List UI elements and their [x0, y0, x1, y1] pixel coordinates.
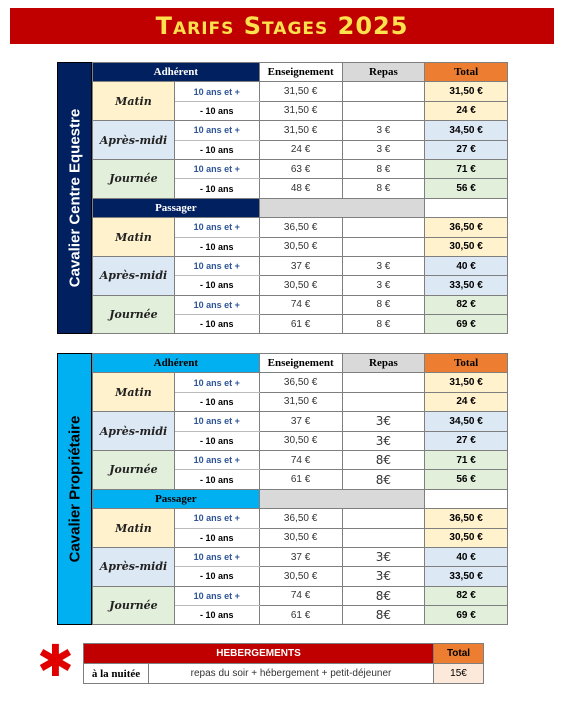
total-value: 31,50 €	[425, 373, 508, 392]
tariff-table	[92, 62, 508, 334]
tariff-block	[57, 353, 508, 625]
repas-value	[342, 101, 425, 120]
asterisk-icon: ✱	[37, 636, 74, 687]
column-header-repas: Repas	[342, 63, 425, 82]
enseignement-value: 37 €	[259, 412, 342, 431]
enseignement-value: 30,50 €	[259, 237, 342, 256]
enseignement-value: 74 €	[259, 586, 342, 605]
total-value: 27 €	[425, 431, 508, 450]
total-value: 69 €	[425, 606, 508, 625]
period-label: Journée	[93, 295, 175, 334]
repas-value: 3 €	[342, 256, 425, 275]
passager-header-blank	[425, 198, 508, 217]
repas-value	[342, 509, 425, 528]
enseignement-value: 30,50 €	[259, 567, 342, 586]
repas-value: 3 €	[342, 276, 425, 295]
enseignement-value: 74 €	[259, 450, 342, 469]
age-label: 10 ans et +	[174, 586, 259, 605]
enseignement-value: 61 €	[259, 470, 342, 489]
repas-value	[342, 237, 425, 256]
table-row	[93, 547, 508, 566]
table-row	[93, 256, 508, 275]
repas-value	[342, 528, 425, 547]
table-row	[93, 82, 508, 101]
age-label: 10 ans et +	[174, 295, 259, 314]
hebergement-description: repas du soir + hébergement + petit-déjeuner	[149, 664, 434, 684]
total-value: 30,50 €	[425, 237, 508, 256]
age-label: 10 ans et +	[174, 82, 259, 101]
repas-value: 3 €	[342, 121, 425, 140]
total-value: 31,50 €	[425, 82, 508, 101]
repas-value	[342, 392, 425, 411]
age-label: 10 ans et +	[174, 159, 259, 178]
age-label: 10 ans et +	[174, 547, 259, 566]
age-label: 10 ans et +	[174, 218, 259, 237]
table-row	[93, 373, 508, 392]
passager-header: Passager	[93, 198, 260, 217]
repas-value: 3€	[342, 412, 425, 431]
period-label: Après-midi	[93, 256, 175, 295]
age-label: - 10 ans	[174, 567, 259, 586]
repas-value: 3€	[342, 547, 425, 566]
enseignement-value: 30,50 €	[259, 528, 342, 547]
hebergement-header: HEBERGEMENTS	[84, 644, 434, 664]
age-label: - 10 ans	[174, 179, 259, 198]
total-value: 56 €	[425, 179, 508, 198]
enseignement-value: 24 €	[259, 140, 342, 159]
repas-value: 8 €	[342, 179, 425, 198]
age-label: 10 ans et +	[174, 256, 259, 275]
period-label: Journée	[93, 586, 175, 625]
repas-value: 3 €	[342, 140, 425, 159]
tariff-block	[57, 62, 508, 334]
column-header-enseignement: Enseignement	[259, 354, 342, 373]
table-row	[93, 121, 508, 140]
total-value: 36,50 €	[425, 218, 508, 237]
period-label: Matin	[93, 509, 175, 548]
period-label: Matin	[93, 218, 175, 257]
period-label: Après-midi	[93, 547, 175, 586]
period-label: Journée	[93, 159, 175, 198]
age-label: 10 ans et +	[174, 450, 259, 469]
hebergement-price: 15€	[434, 664, 484, 684]
age-label: - 10 ans	[174, 315, 259, 334]
page-title: Tarifs Stages 2025	[10, 8, 554, 44]
table-row	[93, 159, 508, 178]
total-value: 33,50 €	[425, 276, 508, 295]
age-label: - 10 ans	[174, 392, 259, 411]
age-label: - 10 ans	[174, 431, 259, 450]
age-label: - 10 ans	[174, 101, 259, 120]
hebergement-table	[83, 643, 484, 684]
total-value: 40 €	[425, 256, 508, 275]
total-value: 34,50 €	[425, 121, 508, 140]
period-label: Matin	[93, 82, 175, 121]
total-value: 56 €	[425, 470, 508, 489]
total-value: 34,50 €	[425, 412, 508, 431]
period-label: Après-midi	[93, 121, 175, 160]
age-label: - 10 ans	[174, 237, 259, 256]
age-label: - 10 ans	[174, 528, 259, 547]
repas-value: 3€	[342, 567, 425, 586]
passager-header-row	[93, 198, 508, 217]
enseignement-value: 30,50 €	[259, 276, 342, 295]
enseignement-value: 61 €	[259, 606, 342, 625]
total-value: 82 €	[425, 295, 508, 314]
category-vertical-label	[57, 353, 92, 625]
repas-value: 3€	[342, 431, 425, 450]
repas-value: 8 €	[342, 295, 425, 314]
adherent-header-row	[93, 63, 508, 82]
table-row	[93, 412, 508, 431]
column-header-total: Total	[425, 63, 508, 82]
enseignement-value: 31,50 €	[259, 392, 342, 411]
enseignement-value: 36,50 €	[259, 218, 342, 237]
period-label: Matin	[93, 373, 175, 412]
total-value: 30,50 €	[425, 528, 508, 547]
enseignement-value: 48 €	[259, 179, 342, 198]
age-label: 10 ans et +	[174, 121, 259, 140]
repas-value	[342, 82, 425, 101]
passager-header-blank	[425, 489, 508, 508]
period-label: Après-midi	[93, 412, 175, 451]
enseignement-value: 74 €	[259, 295, 342, 314]
age-label: 10 ans et +	[174, 373, 259, 392]
repas-value: 8€	[342, 586, 425, 605]
total-value: 71 €	[425, 159, 508, 178]
category-label-text: Cavalier Centre Equestre	[66, 108, 83, 288]
adherent-header-row	[93, 354, 508, 373]
enseignement-value: 36,50 €	[259, 373, 342, 392]
repas-value: 8€	[342, 470, 425, 489]
repas-value	[342, 373, 425, 392]
category-label-text: Cavalier Propriétaire	[66, 415, 83, 563]
age-label: - 10 ans	[174, 606, 259, 625]
total-value: 71 €	[425, 450, 508, 469]
adherent-header: Adhérent	[93, 63, 260, 82]
total-value: 69 €	[425, 315, 508, 334]
repas-value	[342, 218, 425, 237]
total-value: 82 €	[425, 586, 508, 605]
hebergement-label: à la nuitée	[84, 664, 149, 684]
table-row	[93, 218, 508, 237]
passager-header-filler	[259, 198, 425, 217]
total-value: 36,50 €	[425, 509, 508, 528]
passager-header-filler	[259, 489, 425, 508]
total-value: 24 €	[425, 101, 508, 120]
repas-value: 8€	[342, 606, 425, 625]
total-value: 33,50 €	[425, 567, 508, 586]
repas-value: 8 €	[342, 159, 425, 178]
hebergement-total-header: Total	[434, 644, 484, 664]
category-vertical-label	[57, 62, 92, 334]
total-value: 24 €	[425, 392, 508, 411]
passager-header-row	[93, 489, 508, 508]
column-header-enseignement: Enseignement	[259, 63, 342, 82]
total-value: 40 €	[425, 547, 508, 566]
enseignement-value: 63 €	[259, 159, 342, 178]
table-row	[93, 586, 508, 605]
column-header-total: Total	[425, 354, 508, 373]
age-label: - 10 ans	[174, 276, 259, 295]
enseignement-value: 37 €	[259, 547, 342, 566]
repas-value: 8€	[342, 450, 425, 469]
passager-header: Passager	[93, 489, 260, 508]
table-row	[93, 450, 508, 469]
table-row	[93, 509, 508, 528]
age-label: 10 ans et +	[174, 412, 259, 431]
age-label: - 10 ans	[174, 140, 259, 159]
age-label: - 10 ans	[174, 470, 259, 489]
enseignement-value: 36,50 €	[259, 509, 342, 528]
repas-value: 8 €	[342, 315, 425, 334]
enseignement-value: 37 €	[259, 256, 342, 275]
enseignement-value: 61 €	[259, 315, 342, 334]
enseignement-value: 30,50 €	[259, 431, 342, 450]
table-row	[93, 295, 508, 314]
enseignement-value: 31,50 €	[259, 82, 342, 101]
adherent-header: Adhérent	[93, 354, 260, 373]
age-label: 10 ans et +	[174, 509, 259, 528]
enseignement-value: 31,50 €	[259, 121, 342, 140]
enseignement-value: 31,50 €	[259, 101, 342, 120]
total-value: 27 €	[425, 140, 508, 159]
tariff-table	[92, 353, 508, 625]
period-label: Journée	[93, 450, 175, 489]
column-header-repas: Repas	[342, 354, 425, 373]
